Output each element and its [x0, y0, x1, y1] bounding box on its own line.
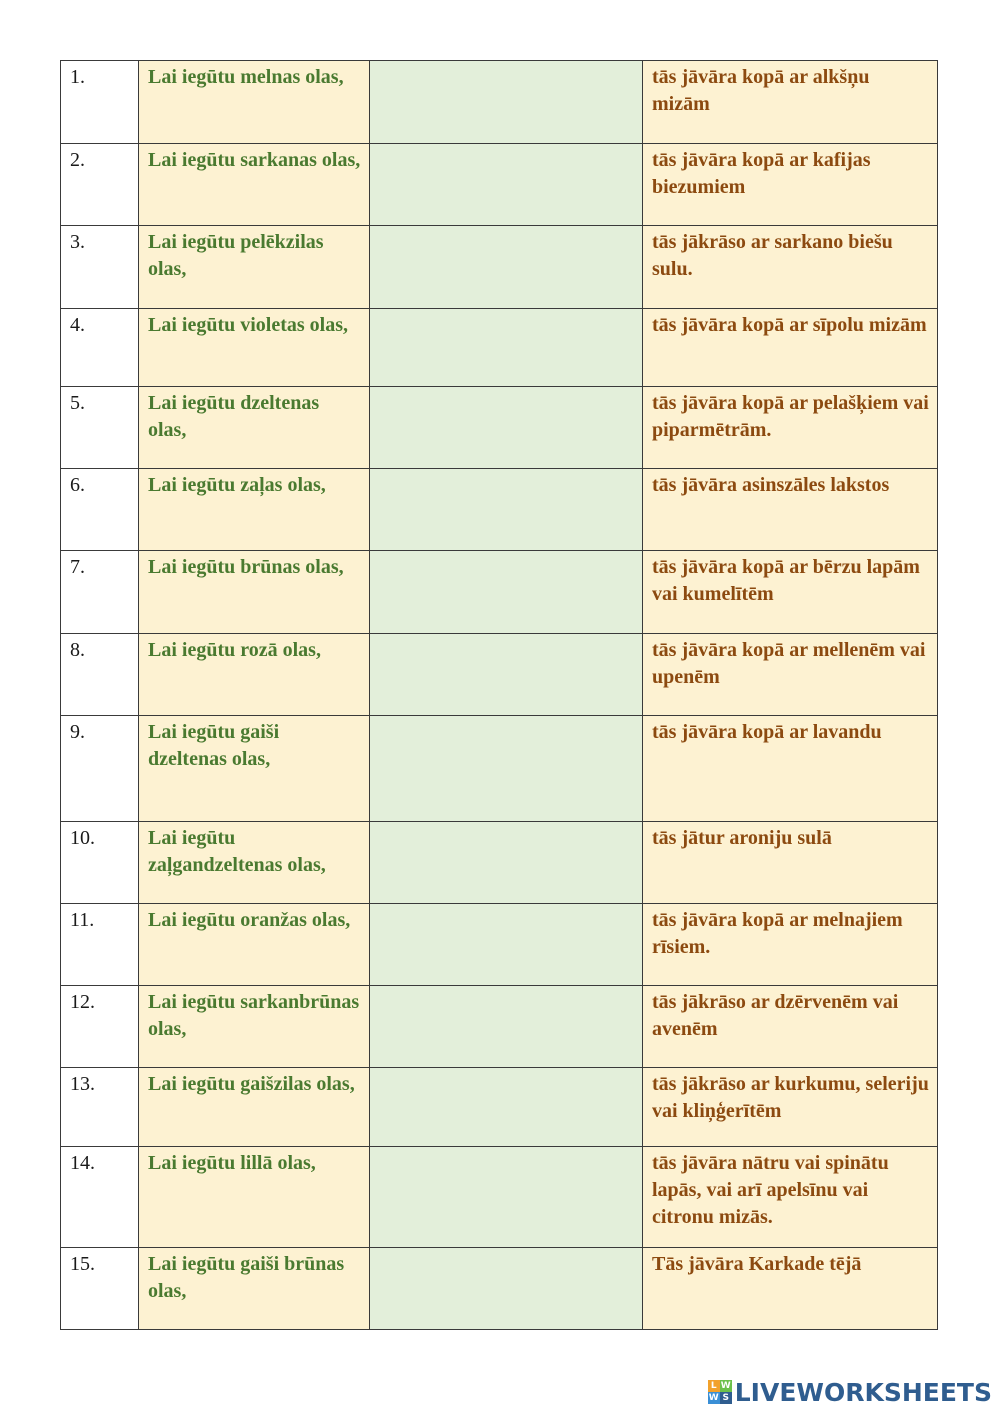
- answer-drop-zone[interactable]: [370, 1068, 643, 1147]
- table-row: [61, 986, 938, 1068]
- color-goal-cell: [139, 822, 370, 904]
- row-number: 10.: [61, 822, 139, 904]
- color-goal-text: Lai iegūtu rozā olas,: [148, 639, 321, 661]
- color-goal-text: Lai iegūtu lillā olas,: [148, 1152, 316, 1174]
- method-text: tās jāvāra kopā ar pelašķiem vai piparmētrām.: [652, 392, 929, 441]
- row-number: 6.: [61, 469, 139, 551]
- method-cell: [643, 986, 938, 1068]
- color-goal-text: Lai iegūtu sarkanbrūnas olas,: [148, 991, 360, 1040]
- matching-table: [60, 60, 938, 1330]
- color-goal-cell: [139, 551, 370, 634]
- method-cell: [643, 226, 938, 309]
- color-goal-cell: [139, 986, 370, 1068]
- color-goal-text: Lai iegūtu zaļgandzeltenas olas,: [148, 827, 326, 876]
- method-cell: [643, 1248, 938, 1330]
- color-goal-text: Lai iegūtu melnas olas,: [148, 66, 344, 88]
- row-number: 3.: [61, 226, 139, 309]
- row-number: 12.: [61, 986, 139, 1068]
- color-goal-text: Lai iegūtu zaļas olas,: [148, 474, 326, 496]
- method-cell: [643, 469, 938, 551]
- table-row: [61, 469, 938, 551]
- method-text: tās jāvāra kopā ar kafijas biezumiem: [652, 149, 871, 198]
- logo-mark-letter: W: [720, 1381, 731, 1391]
- logo-text: LIVEWORKSHEETS: [734, 1377, 992, 1407]
- row-number: 8.: [61, 634, 139, 716]
- answer-drop-zone[interactable]: [370, 387, 643, 469]
- method-text: tās jāvāra kopā ar mellenēm vai upenēm: [652, 639, 926, 688]
- row-number: 4.: [61, 309, 139, 387]
- method-text: tās jāvāra asinszāles lakstos: [652, 474, 890, 496]
- color-goal-text: Lai iegūtu gaišzilas olas,: [148, 1073, 355, 1095]
- method-cell: [643, 904, 938, 986]
- color-goal-text: Lai iegūtu gaiši brūnas olas,: [148, 1253, 345, 1302]
- row-number: 14.: [61, 1147, 139, 1248]
- row-number: 11.: [61, 904, 139, 986]
- row-number: 7.: [61, 551, 139, 634]
- row-number: 1.: [61, 61, 139, 144]
- method-text: tās jāvāra kopā ar alkšņu mizām: [652, 66, 870, 115]
- table-row: [61, 226, 938, 309]
- method-text: Tās jāvāra Karkade tējā: [652, 1253, 862, 1275]
- color-goal-cell: [139, 387, 370, 469]
- table-row: [61, 144, 938, 226]
- table-row: [61, 716, 938, 822]
- method-text: tās jākrāso ar dzērvenēm vai avenēm: [652, 991, 899, 1040]
- answer-drop-zone[interactable]: [370, 469, 643, 551]
- method-cell: [643, 387, 938, 469]
- answer-drop-zone[interactable]: [370, 144, 643, 226]
- answer-drop-zone[interactable]: [370, 551, 643, 634]
- table-row: [61, 634, 938, 716]
- table-row: [61, 551, 938, 634]
- color-goal-cell: [139, 469, 370, 551]
- answer-drop-zone[interactable]: [370, 716, 643, 822]
- color-goal-text: Lai iegūtu violetas olas,: [148, 314, 349, 336]
- method-cell: [643, 309, 938, 387]
- color-goal-cell: [139, 1248, 370, 1330]
- color-goal-text: Lai iegūtu brūnas olas,: [148, 556, 344, 578]
- color-goal-cell: [139, 634, 370, 716]
- liveworksheets-logo: [708, 1379, 992, 1405]
- color-goal-cell: [139, 309, 370, 387]
- row-number: 15.: [61, 1248, 139, 1330]
- method-cell: [643, 144, 938, 226]
- table-row: [61, 1068, 938, 1147]
- logo-icon: [708, 1380, 732, 1404]
- color-goal-cell: [139, 904, 370, 986]
- table-row: [61, 1248, 938, 1330]
- color-goal-text: Lai iegūtu dzeltenas olas,: [148, 392, 320, 441]
- method-cell: [643, 1147, 938, 1248]
- row-number: 2.: [61, 144, 139, 226]
- row-number: 9.: [61, 716, 139, 822]
- color-goal-cell: [139, 61, 370, 144]
- method-cell: [643, 1068, 938, 1147]
- table-row: [61, 904, 938, 986]
- method-text: tās jāvāra kopā ar melnajiem rīsiem.: [652, 909, 903, 958]
- table-row: [61, 387, 938, 469]
- color-goal-cell: [139, 1147, 370, 1248]
- method-text: tās jāvāra kopā ar lavandu: [652, 721, 882, 743]
- color-goal-cell: [139, 716, 370, 822]
- table-body: [61, 61, 938, 1330]
- answer-drop-zone[interactable]: [370, 634, 643, 716]
- color-goal-text: Lai iegūtu gaiši dzeltenas olas,: [148, 721, 280, 770]
- answer-drop-zone[interactable]: [370, 61, 643, 144]
- answer-drop-zone[interactable]: [370, 309, 643, 387]
- color-goal-text: Lai iegūtu oranžas olas,: [148, 909, 351, 931]
- answer-drop-zone[interactable]: [370, 904, 643, 986]
- table-row: [61, 1147, 938, 1248]
- color-goal-text: Lai iegūtu sarkanas olas,: [148, 149, 361, 171]
- method-cell: [643, 551, 938, 634]
- method-text: tās jākrāso ar sarkano biešu sulu.: [652, 231, 893, 280]
- row-number: 13.: [61, 1068, 139, 1147]
- table-row: [61, 309, 938, 387]
- row-number: 5.: [61, 387, 139, 469]
- logo-mark-letter: W: [708, 1393, 719, 1403]
- answer-drop-zone[interactable]: [370, 1248, 643, 1330]
- method-text: tās jāvāra kopā ar bērzu lapām vai kumelītēm: [652, 556, 920, 605]
- method-text: tās jāvāra nātru vai spinātu lapās, vai arī apelsīnu vai citronu mizās.: [652, 1152, 889, 1228]
- table-row: [61, 61, 938, 144]
- color-goal-cell: [139, 144, 370, 226]
- answer-drop-zone[interactable]: [370, 1147, 643, 1248]
- logo-mark-letter: L: [708, 1380, 720, 1392]
- method-cell: [643, 716, 938, 822]
- answer-drop-zone[interactable]: [370, 986, 643, 1068]
- color-goal-cell: [139, 226, 370, 309]
- logo-mark-letter: S: [720, 1392, 732, 1404]
- color-goal-cell: [139, 1068, 370, 1147]
- table-row: [61, 822, 938, 904]
- method-text: tās jākrāso ar kurkumu, seleriju vai kliņģerītēm: [652, 1073, 929, 1122]
- method-cell: [643, 822, 938, 904]
- answer-drop-zone[interactable]: [370, 822, 643, 904]
- color-goal-text: Lai iegūtu pelēkzilas olas,: [148, 231, 324, 280]
- method-cell: [643, 634, 938, 716]
- method-cell: [643, 61, 938, 144]
- method-text: tās jātur aroniju sulā: [652, 827, 832, 849]
- method-text: tās jāvāra kopā ar sīpolu mizām: [652, 314, 927, 336]
- answer-drop-zone[interactable]: [370, 226, 643, 309]
